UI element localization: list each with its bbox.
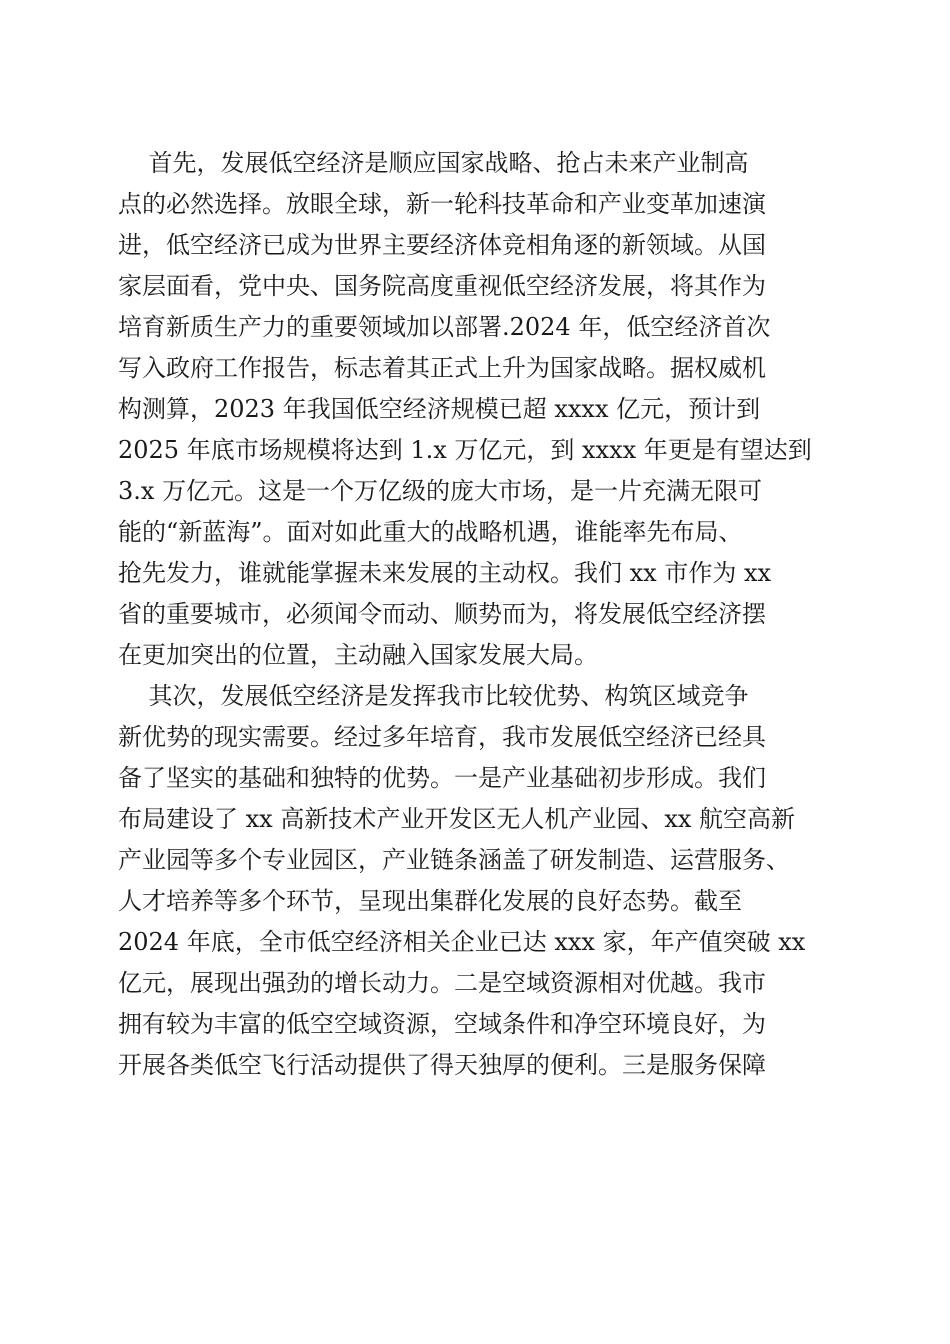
text-line: 2025 年底市场规模将达到 1.x 万亿元，到 xxxx 年更是有望达到 — [118, 436, 812, 464]
text-line: 点的必然选择。放眼全球，新一轮科技革命和产业变革加速演 — [118, 190, 766, 218]
text-line: 其次，发展低空经济是发挥我市比较优势、构筑区域竞争 — [118, 682, 749, 710]
paragraph-1 — [118, 143, 838, 676]
text-line: 2024 年底，全市低空经济相关企业已达 xxx 家，年产值突破 xx — [118, 928, 806, 956]
text-line: 备了坚实的基础和独特的优势。一是产业基础初步形成。我们 — [118, 764, 766, 792]
text-line: 新优势的现实需要。经过多年培育，我市发展低空经济已经具 — [118, 723, 766, 751]
text-line: 省的重要城市，必须闻令而动、顺势而为，将发展低空经济摆 — [118, 600, 766, 628]
text-line: 在更加突出的位置，主动融入国家发展大局。 — [118, 641, 598, 669]
text-line: 构测算，2023 年我国低空经济规模已超 xxxx 亿元，预计到 — [118, 395, 761, 423]
text-line: 开展各类低空飞行活动提供了得天独厚的便利。三是服务保障 — [118, 1051, 766, 1079]
text-line: 进，低空经济已成为世界主要经济体竞相角逐的新领域。从国 — [118, 231, 766, 259]
text-line: 3.x 万亿元。这是一个万亿级的庞大市场，是一片充满无限可 — [118, 477, 763, 505]
text-line: 产业园等多个专业园区，产业链条涵盖了研发制造、运营服务、 — [118, 846, 790, 874]
paragraph-2 — [118, 676, 838, 1086]
text-line: 亿元，展现出强劲的增长动力。二是空域资源相对优越。我市 — [118, 969, 766, 997]
text-line: 首先，发展低空经济是顺应国家战略、抢占未来产业制高 — [118, 149, 749, 177]
document-body — [118, 143, 838, 1086]
text-line: 写入政府工作报告，标志着其正式上升为国家战略。据权威机 — [118, 354, 766, 382]
text-line: 培育新质生产力的重要领域加以部署.2024 年，低空经济首次 — [118, 313, 771, 341]
text-line: 拥有较为丰富的低空空域资源，空域条件和净空环境良好，为 — [118, 1010, 766, 1038]
text-line: 人才培养等多个环节，呈现出集群化发展的良好态势。截至 — [118, 887, 742, 915]
text-line: 家层面看，党中央、国务院高度重视低空经济发展，将其作为 — [118, 272, 766, 300]
text-line: 布局建设了 xx 高新技术产业开发区无人机产业园、xx 航空高新 — [118, 805, 796, 833]
text-line: 抢先发力，谁就能掌握未来发展的主动权。我们 xx 市作为 xx — [118, 559, 772, 587]
text-line: 能的“新蓝海”。面对如此重大的战略机遇，谁能率先布局、 — [118, 518, 743, 546]
